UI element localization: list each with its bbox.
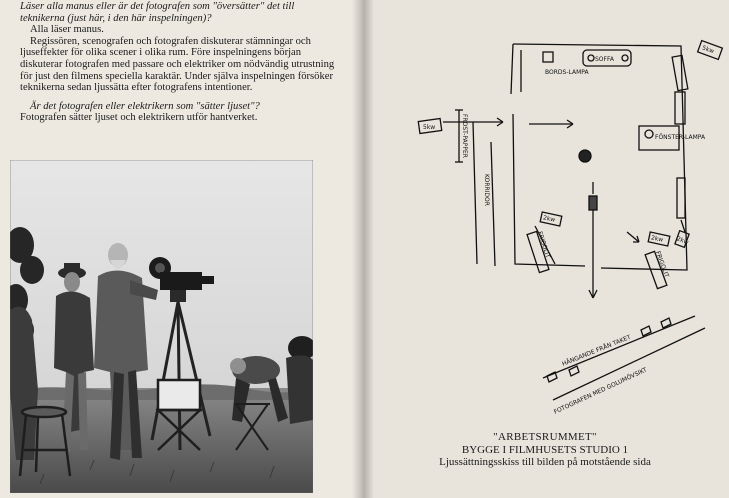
label-hangande: HÄNGANDE FRÅN TAKET (561, 333, 632, 368)
crew-member-kneeling (286, 336, 313, 424)
question-2: Är det fotografen eller elektrikern som "sätter ljuset"? (30, 100, 260, 112)
label-5kw-left: 5kw (423, 124, 436, 131)
label-fotografen: FOTOGRAFEN MED GOLUMÖVSIKT (552, 366, 649, 416)
book-gutter (352, 0, 374, 498)
label-2kw-c: 2kw (675, 235, 690, 247)
label-2kw-b: 2kw (650, 234, 664, 244)
answer-1: Alla läser manus. (30, 24, 104, 36)
film-crew-photo (10, 160, 313, 493)
question-1: Läser alla manus eller är det fotografen som "översätter" det till teknikerna (just här, i den här inspelningen)? (20, 1, 295, 24)
label-2kw-a: 2kw (542, 214, 556, 224)
caption-note: Ljussättningsskiss till bilden på motstående sida (439, 456, 651, 468)
sketch-caption (395, 431, 695, 469)
label-frigolit-a: FRIGOLIT (535, 230, 552, 259)
label-frostpapper: FROST-PAPPER (461, 114, 468, 158)
interview-text (20, 1, 340, 124)
answer-3: Fotografen sätter ljuset och elektrikern utför hantverket. (20, 112, 258, 124)
lighting-sketch (405, 32, 729, 422)
label-bordslampa: BORDS-LAMPA (545, 69, 589, 76)
answer-2: Regissören, scenografen och fotografen diskuterar stämningar och ljuseffekter för olika scener i olika rum. Före inspelningens början diskuterar fotografen med passare och elektriker om nödvändig utrustning för just den filmens speciella karaktär. Under själva inspelningen försöker teknikerna sedan ljussätta efter fotografens intentioner. (20, 35, 335, 94)
label-soffa: SOFFA (595, 56, 614, 63)
caption-title: "ARBETSRUMMET" (493, 431, 597, 443)
label-frigolit-b: FRIGOLIT (653, 250, 670, 279)
caption-subtitle: BYGGE I FILMHUSETS STUDIO 1 (461, 443, 629, 456)
label-korridor: KORRIDOR (483, 174, 490, 206)
label-fonsterlampa: FÖNSTER-LAMPA (655, 134, 706, 141)
label-5kw-right: 5kw (701, 44, 715, 56)
